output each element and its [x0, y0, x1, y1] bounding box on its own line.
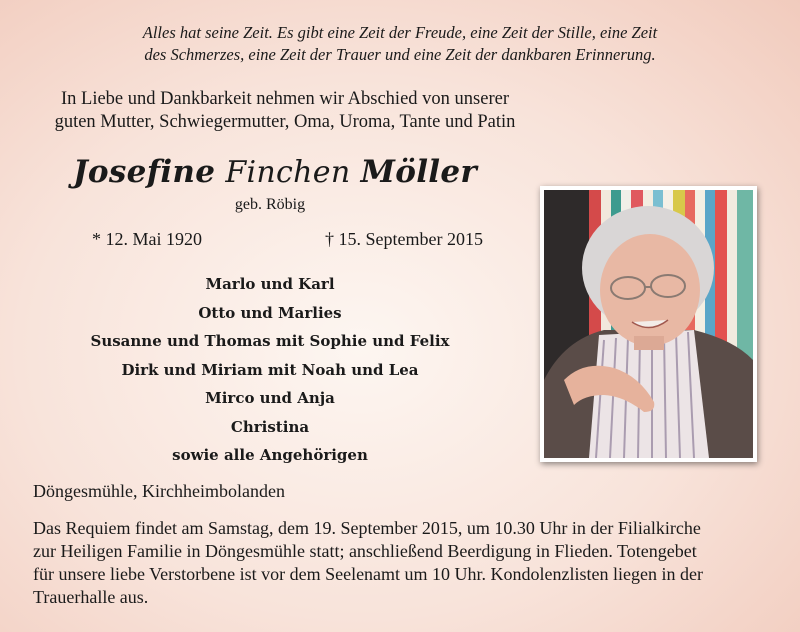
mourner-entry: Christina [230, 417, 310, 436]
service-line-1: Das Requiem findet am Samstag, dem 19. September 2015, um 10.30 Uhr in der Filialkirche [33, 518, 701, 538]
mourner-entry: Susanne und Thomas mit Sophie und Felix [90, 332, 450, 350]
motto-quote [0, 22, 800, 66]
intro-line-1: In Liebe und Dankbarkeit nehmen wir Abschied von unserer [61, 89, 509, 109]
first-name: Josefine [72, 154, 216, 190]
portrait-photo [544, 190, 753, 458]
intro-line-2: guten Mutter, Schwiegermutter, Oma, Uroma, Tante und Patin [54, 112, 516, 132]
birth-date: * 12. Mai 1920 [92, 229, 202, 249]
mourner-entry: Dirk und Miriam mit Noah und Lea [121, 360, 419, 379]
mourner-entry: Mirco und Anja [205, 389, 335, 407]
service-line-4: Trauerhalle aus. [33, 587, 149, 607]
maiden-name: geb. Röbig [234, 196, 306, 213]
middle-name: Finchen [225, 155, 351, 190]
deceased-name [40, 150, 510, 195]
service-line-3: für unsere liebe Verstorbene ist vor dem Seelenamt um 10 Uhr. Kondolenzlisten liegen in der [33, 564, 703, 584]
death-date: † 15. September 2015 [325, 229, 483, 249]
intro-text [0, 88, 570, 134]
service-info [33, 517, 778, 609]
mourner-entry: Otto und Marlies [198, 303, 342, 322]
portrait-photo-frame [540, 186, 757, 462]
last-name: Möller [360, 154, 478, 190]
service-line-2: zur Heiligen Familie in Döngesmühle statt; anschließend Beerdigung in Flieden. Totengebet [33, 541, 697, 561]
mourner-entry: sowie alle Angehörigen [172, 446, 368, 464]
motto-line-2: des Schmerzes, eine Zeit der Trauer und eine Zeit der dankbaren Erinnerung. [144, 45, 656, 64]
mourner-entry: Marlo und Karl [205, 275, 335, 293]
mourners-list [0, 270, 540, 470]
place-names: Döngesmühle, Kirchheimbolanden [33, 481, 285, 501]
motto-line-1: Alles hat seine Zeit. Es gibt eine Zeit der Freude, eine Zeit der Stille, eine Zeit [142, 23, 658, 42]
